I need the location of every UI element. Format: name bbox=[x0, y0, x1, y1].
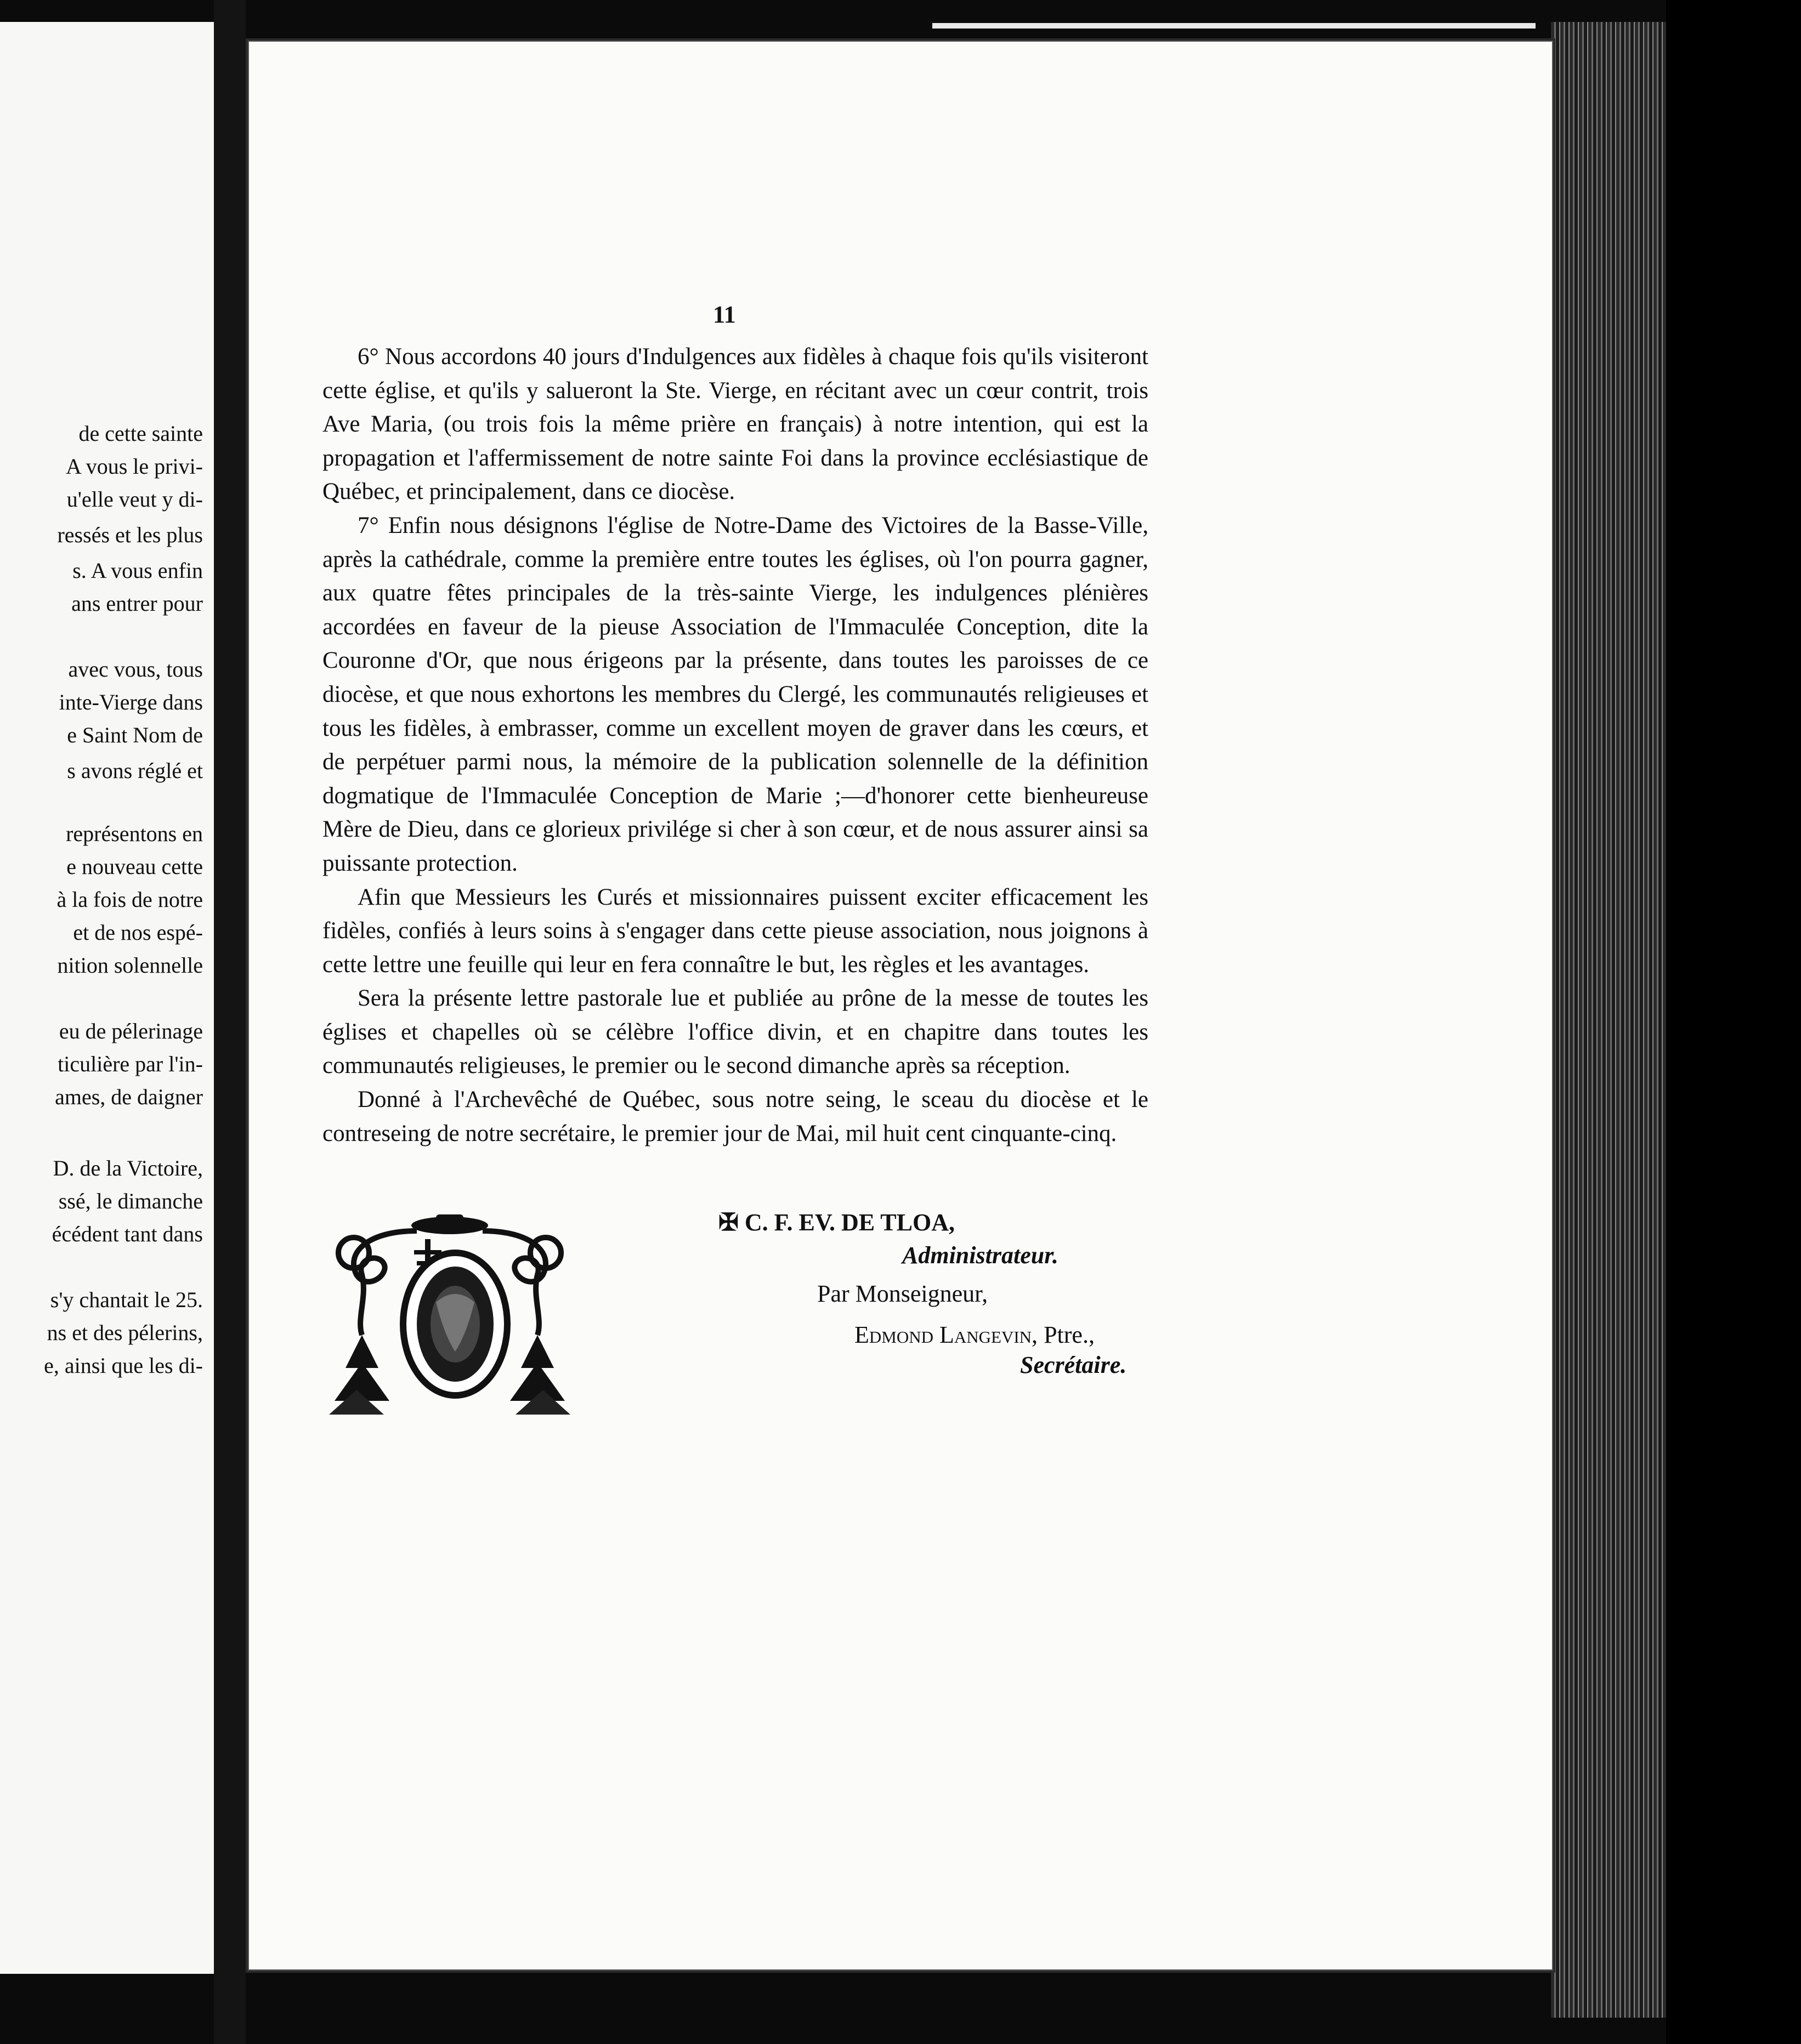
left-page-line: ssé, le dimanche bbox=[58, 1189, 203, 1213]
left-page-line: e, ainsi que les di- bbox=[44, 1353, 203, 1378]
left-page-line: eu de pélerinage bbox=[59, 1019, 203, 1043]
left-page-line: avec vous, tous bbox=[68, 657, 203, 682]
left-page-line: s'y chantait le 25. bbox=[50, 1287, 203, 1312]
left-facing-page bbox=[0, 22, 217, 1974]
left-page-line: à la fois de notre bbox=[56, 887, 203, 912]
left-page-line: ressés et les plus bbox=[57, 523, 203, 547]
signatory-name: C. F. EV. DE TLOA, bbox=[744, 1209, 955, 1236]
left-page-line: ticulière par l'in- bbox=[58, 1052, 203, 1076]
paragraph-article-7: 7° Enfin nous désignons l'église de Notre-Dame des Victoires de la Basse-Ville, après la cathédrale, comme la première entre toutes les églises, où l'on pourra gagner, aux quatre fêtes principales de la très-sainte Vierge, les indulgences plénières accordées en faveur de la pieuse Association de l'Immaculée Conception, dite la Couronne d'Or, que nous érigeons par la présente, dans toutes les paroisses de ce diocèse, et que nous exhortons les membres du Clergé, les communautés religieuses et tous les fidèles, à embrasser, comme un excellent moyen de graver dans les cœurs, et de perpétuer parmi nous, la mémoire de la publication solennelle de la définition dogmatique de l'Immaculée Conception de Marie ;—d'honorer cette bienheureuse Mère de Dieu, dans ce glorieux privilége si cher à son cœur, et de nous assurer ainsi sa puissante protection. bbox=[322, 512, 1148, 876]
page-top-edge bbox=[932, 23, 1536, 29]
left-page-line: et de nos espé- bbox=[73, 920, 203, 945]
left-page-line: inte-Vierge dans bbox=[59, 690, 203, 714]
left-page-line: e Saint Nom de bbox=[67, 723, 203, 747]
par-monseigneur: Par Monseigneur, bbox=[817, 1280, 988, 1307]
paragraph-article-6: 6° Nous accordons 40 jours d'Indulgences aux fidèles à chaque fois qu'ils visiteront cette église, et qu'ils y salueront la Ste. Vierge, en récitant avec un cœur contrit, trois Ave Maria, (ou trois fois la même prière en français) à notre intention, qui est la propagation et l'affermissement de notre sainte Foi dans la province ecclésiastique de Québec, et principalement, dans ce diocèse. bbox=[322, 344, 1148, 505]
left-page-line: de cette sainte bbox=[78, 421, 203, 446]
left-page-line: représentons en bbox=[66, 821, 203, 846]
left-page-line: A vous le privi- bbox=[66, 454, 203, 479]
left-page-line: s avons réglé et bbox=[67, 758, 203, 783]
episcopal-coat-of-arms-icon bbox=[324, 1209, 576, 1417]
left-page-line: écédent tant dans bbox=[52, 1222, 203, 1246]
left-page-line: ans entrer pour bbox=[71, 591, 203, 616]
left-page-line: u'elle veut y di- bbox=[66, 487, 203, 512]
page-number: 11 bbox=[713, 301, 736, 328]
paragraph-association: Afin que Messieurs les Curés et missionnaires puissent exciter efficacement les fidèles, confiés à leurs soins à s'engager dans cette pieuse association, nous joignons à cette lettre une feuille qui leur en fera connaître le but, les règles et les avantages. bbox=[322, 884, 1148, 978]
paragraph-publication: Sera la présente lettre pastorale lue et publiée au prône de la messe de toutes les églises et chapelles où se célèbre l'office divin, et en chapitre dans toutes les communautés religieuses, le premier ou le second dimanche après sa réception. bbox=[322, 985, 1148, 1079]
signatory-title: Administrateur. bbox=[902, 1242, 1058, 1269]
secretary-name: Edmond Langevin, bbox=[854, 1321, 1038, 1348]
secretary-title: Secrétaire. bbox=[1020, 1352, 1127, 1378]
signatory-line bbox=[718, 1205, 955, 1240]
left-page-line: D. de la Victoire, bbox=[53, 1156, 203, 1180]
left-page-line: e nouveau cette bbox=[66, 854, 203, 879]
left-page-line: s. A vous enfin bbox=[72, 558, 203, 583]
maltese-cross-icon: ✠ bbox=[718, 1209, 739, 1236]
pastoral-letter-body bbox=[322, 340, 1148, 1150]
book-gutter bbox=[214, 0, 246, 2044]
background-right bbox=[1666, 0, 1801, 2044]
secretary-suffix: Ptre., bbox=[1044, 1321, 1095, 1348]
left-page-line: ns et des pélerins, bbox=[47, 1320, 203, 1345]
left-page-line: nition solennelle bbox=[57, 953, 203, 978]
page-stack-edge bbox=[1551, 22, 1666, 2018]
paragraph-given-at: Donné à l'Archevêché de Québec, sous notre seing, le sceau du diocèse et le contreseing de notre secrétaire, le premier jour de Mai, mil huit cent cinquante-cinq. bbox=[322, 1087, 1148, 1146]
left-page-line: ames, de daigner bbox=[55, 1085, 203, 1109]
